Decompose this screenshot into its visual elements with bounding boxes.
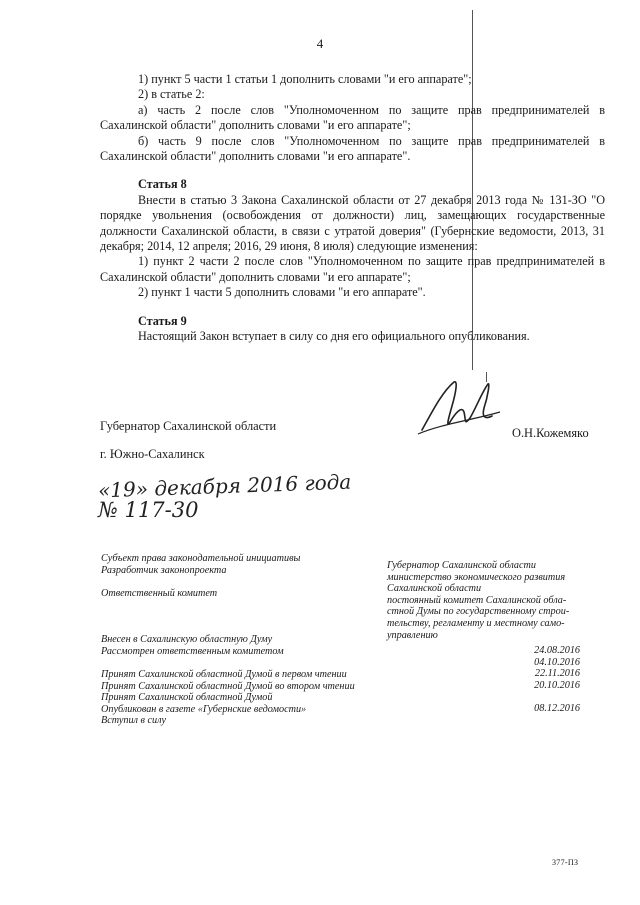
info-reviewed: Рассмотрен ответственным комитетом <box>101 645 284 657</box>
article-8-heading: Статья 8 <box>138 177 187 192</box>
date-reviewed: 04.10.2016 <box>534 656 580 668</box>
handwritten-number: № 117-30 <box>98 498 199 522</box>
info-adopted: Принят Сахалинской областной Думой <box>101 692 273 704</box>
info-right-committee: постоянный комитет Сахалинской обла- <box>387 594 567 606</box>
info-submitted: Внесен в Сахалинскую областную Думу <box>101 634 273 646</box>
handwritten-signature <box>412 372 502 442</box>
line-item-2: 2) в статье 2: <box>138 87 205 102</box>
info-dates <box>480 645 580 715</box>
info-right-developer: министерство экономического развития <box>387 571 566 583</box>
city: г. Южно-Сахалинск <box>100 447 205 461</box>
governor-name: О.Н.Кожемяко <box>512 426 589 440</box>
article-9-paragraph-1: Настоящий Закон вступает в силу со дня его официального опубликования. <box>138 329 530 344</box>
governor-title: Губернатор Сахалинской области <box>100 419 277 433</box>
info-committee: Ответственный комитет <box>101 587 218 599</box>
line-item-a: а) часть 2 после слов "Уполномоченном по защите прав предпринимателей в Сахалинской области" дополнить словами "и его аппарате"; <box>100 102 605 133</box>
date-published: 08.12.2016 <box>534 702 580 714</box>
info-subject: Субъект права законодательной инициативы <box>101 553 301 564</box>
document-code: 377-ПЗ <box>552 858 579 867</box>
info-first-reading: Принят Сахалинской областной Думой в первом чтении <box>101 668 347 680</box>
info-entered-force: Вступил в силу <box>101 715 166 727</box>
date-first-reading: 22.11.2016 <box>534 668 580 680</box>
info-right-subject: Губернатор Сахалинской области <box>387 560 536 571</box>
date-submitted: 24.08.2016 <box>534 645 580 656</box>
handwritten-date: «19» декабря 2016 года <box>97 469 352 503</box>
article-9-heading: Статья 9 <box>138 313 187 328</box>
line-item-b: б) часть 9 после слов "Уполномоченном по защите прав предпринимателей в Сахалинской области" дополнить словами "и его аппарате". <box>100 133 605 164</box>
info-published: Опубликован в газете «Губернские ведомости» <box>101 703 307 715</box>
line-item-1: 1) пункт 5 части 1 статьи 1 дополнить словами "и его аппарате"; <box>138 72 472 86</box>
info-developer: Разработчик законопроекта <box>101 564 227 576</box>
page-number: 4 <box>316 36 324 51</box>
info-left-column <box>101 553 355 727</box>
article-8-paragraph-1: Внести в статью 3 Закона Сахалинской области от 27 декабря 2013 года № 131-ЗО "О порядке увольнения (освобождения от должности) лиц, замещающих государственные должности Сахалинской области, в связи с утратой доверия" (Губернские ведомости, 2013, 31 декабря; 2014, 12 апреля; 2016, 29 июня, 8 июля) следующие изменения: <box>100 192 605 254</box>
date-second-reading: 20.10.2016 <box>534 679 580 691</box>
info-right-column: Губернатор Сахалинской области министерство экономического развития Сахалинской области постоянный комитет Сахалинской обла- стной Думы по государственному строи- тельству, регламенту и местному само- управлению <box>387 560 570 641</box>
article-8-paragraph-3: 2) пункт 1 части 5 дополнить словами "и его аппарате". <box>138 285 426 300</box>
info-second-reading: Принят Сахалинской областной Думой во втором чтении <box>101 680 355 692</box>
amendments-block <box>100 72 605 345</box>
article-8-paragraph-2: 1) пункт 2 части 2 после слов "Уполномоченном по защите прав предпринимателей в Сахалинской области" дополнить словами "и его аппарате"; <box>100 254 605 284</box>
